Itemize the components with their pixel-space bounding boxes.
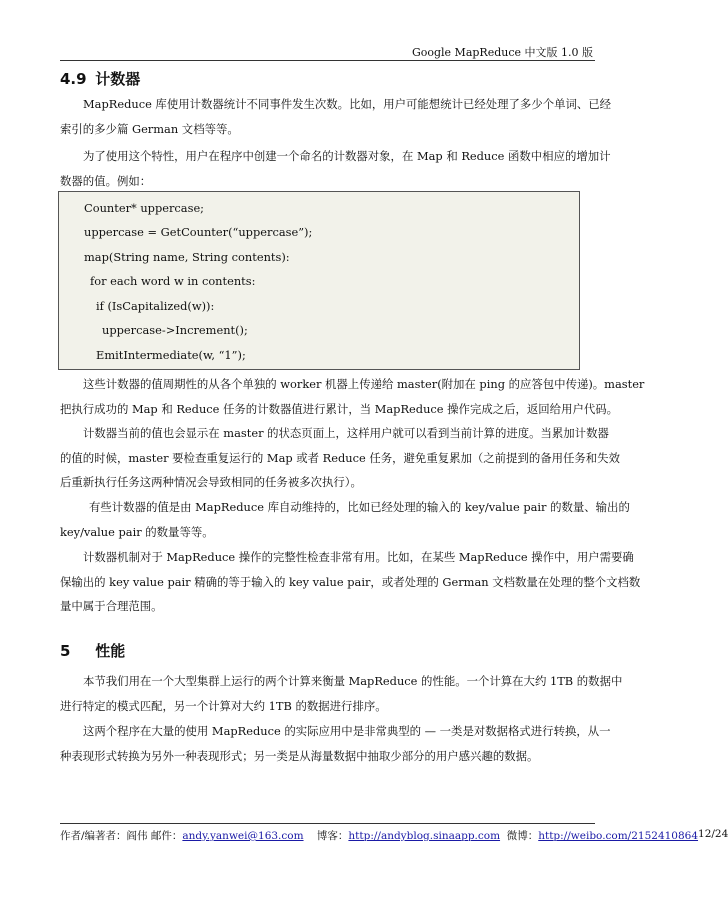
text-line: 本节我们用在一个大型集群上运行的两个计算来衡量 MapReduce 的性能。一个计算在大约 1TB 的数据中 <box>83 674 623 688</box>
author-label: 作者/编著者：阎伟 邮件： <box>60 830 183 842</box>
text-line: 量中属于合理范围。 <box>60 599 163 613</box>
code-line: uppercase = GetCounter(“uppercase”); <box>84 225 313 239</box>
text-line: 进行特定的模式匹配，另一个计算对大约 1TB 的数据进行排序。 <box>60 698 387 713</box>
paragraph <box>60 495 630 544</box>
text-line: 保输出的 key value pair 精确的等于输入的 key value pair，或者处理的 German 文档数量在处理的整个文档数 <box>60 574 641 589</box>
weibo-label: 微博： <box>506 830 539 842</box>
code-line: for each word w in contents: <box>90 274 256 288</box>
text-line: 计数器当前的值也会显示在 master 的状态页面上，这样用户就可以看到当前计算的进度。当累加计数器 <box>83 426 609 440</box>
paragraph <box>60 144 611 193</box>
text-line: 的值的时候，master 要检查重复运行的 Map 或者 Reduce 任务，避免重复累加（之前提到的备用任务和失效 <box>60 450 620 465</box>
text-line: 数器的值。例如： <box>60 173 152 188</box>
paragraph <box>60 669 623 718</box>
code-block <box>58 191 580 370</box>
section-title: 计数器 <box>95 70 141 88</box>
section-number: 4.9 <box>60 70 87 88</box>
text-line: 有些计数器的值是由 MapReduce 库自动维持的，比如已经处理的输入的 key/value pair 的数量、输出的 <box>89 500 630 514</box>
paragraph <box>60 372 645 421</box>
text-line: 种表现形式转换为另外一种表现形式；另一类是从海量数据中抽取少部分的用户感兴趣的数据。 <box>60 748 539 763</box>
text-line: 计数器机制对于 MapReduce 操作的完整性检查非常有用。比如，在某些 MapReduce 操作中，用户需要确 <box>83 550 634 564</box>
header-title: Google MapReduce 中文版 1.0 版 <box>411 46 593 59</box>
section-heading-5 <box>60 640 125 661</box>
section-heading-4-9 <box>60 68 140 89</box>
header-rule <box>60 60 595 61</box>
paragraph <box>60 719 611 768</box>
section-title: 性能 <box>95 642 126 660</box>
text-line: 这些计数器的值周期性的从各个单独的 worker 机器上传递给 master(附加在 ping 的应答包中传递)。master <box>83 377 645 391</box>
code-line: EmitIntermediate(w, “1”); <box>96 348 246 362</box>
text-line: 把执行成功的 Map 和 Reduce 任务的计数器值进行累计，当 MapReduce 操作完成之后，返回给用户代码。 <box>60 401 619 416</box>
footer-contacts <box>60 828 698 843</box>
text-line: 后重新执行任务这两种情况会导致相同的任务被多次执行）。 <box>60 475 362 489</box>
code-line: Counter* uppercase; <box>84 201 205 215</box>
blog-link[interactable]: http://andyblog.sinaapp.com <box>348 830 501 842</box>
text-line: 索引的多少篇 German 文档等等。 <box>60 121 239 136</box>
footer-rule <box>60 823 595 824</box>
code-line: map(String name, String contents): <box>84 250 290 264</box>
blog-label: 博客： <box>316 830 349 842</box>
page-number: 12/24 <box>698 828 728 840</box>
text-line: key/value pair 的数量等等。 <box>60 524 214 539</box>
weibo-link[interactable]: http://weibo.com/2152410864 <box>538 830 699 842</box>
text-line: MapReduce 库使用计数器统计不同事件发生次数。比如，用户可能想统计已经处理了多少个单词、已经 <box>83 97 612 111</box>
code-line: uppercase->Increment(); <box>102 323 248 337</box>
text-line: 这两个程序在大量的使用 MapReduce 的实际应用中是非常典型的 — 一类是对数据格式进行转换，从一 <box>83 724 611 738</box>
paragraph <box>60 92 612 141</box>
section-number: 5 <box>60 642 71 660</box>
text-line: 为了使用这个特性，用户在程序中创建一个命名的计数器对象，在 Map 和 Reduce 函数中相应的增加计 <box>83 149 611 163</box>
paragraph <box>60 545 641 619</box>
email-link[interactable]: andy.yanwei@163.com <box>182 830 304 842</box>
code-line: if (IsCapitalized(w)): <box>96 299 215 313</box>
page-footer <box>60 828 728 843</box>
paragraph <box>60 421 620 495</box>
